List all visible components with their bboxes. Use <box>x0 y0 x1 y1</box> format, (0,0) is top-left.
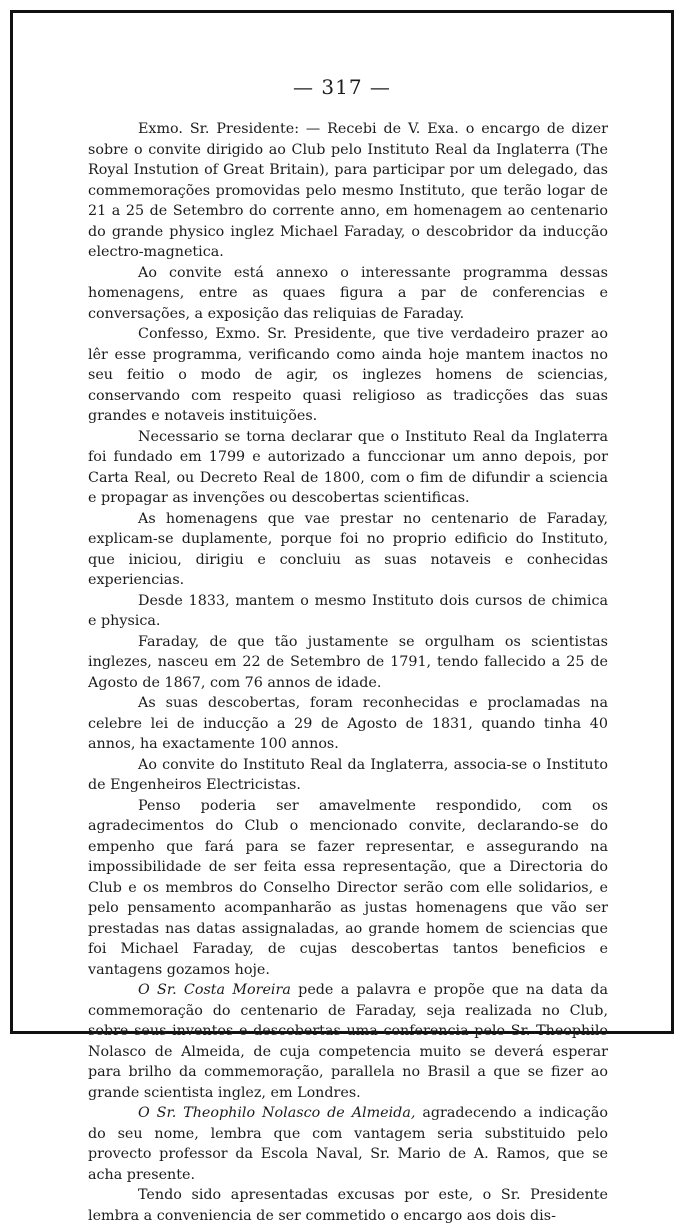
paragraph <box>88 755 608 796</box>
paragraph-text: Exmo. Sr. Presidente: — Recebi de V. Exa. o encargo de dizer sobre o convite dirigido ao Club pelo Instituto Real da Inglaterra (The Royal Instution of Great Britain), para participar por um delegado, das commemorações promovidas pelo mesmo Instituto, que terão logar de 21 a 25 de Setembro do corrente anno, em homenagem ao centenario do grande physico inglez Michael Faraday, o descobridor da inducção electro-magnetica. <box>88 121 608 260</box>
paragraph-text: Tendo sido apresentadas excusas por este, o Sr. Presidente lembra a conveniencia de ser commetido o encargo aos dois dis- <box>88 1187 608 1224</box>
paragraph <box>88 509 608 591</box>
page-number: — 317 — <box>293 75 391 99</box>
paragraph-text: Ao convite está annexo o interessante programma dessas homenagens, entre as quaes figura a par de conferencias e conversações, a exposição das reliquias de Faraday. <box>88 264 608 322</box>
paragraph <box>88 980 608 1103</box>
paragraph <box>88 796 608 981</box>
body-text <box>88 119 608 1226</box>
paragraph-text: As suas descobertas, foram reconhecidas e proclamadas na celebre lei de inducção a 29 de Agosto de 1831, quando tinha 40 annos, ha exactamente 100 annos. <box>88 695 608 752</box>
paragraph <box>88 1185 608 1226</box>
page-frame <box>10 10 674 1224</box>
paragraph <box>88 591 608 632</box>
paragraph <box>88 324 608 427</box>
paragraph <box>88 427 608 509</box>
paragraph-text: Penso poderia ser amavelmente respondido, com os agradecimentos do Club o mencionado convite, declarando-se do empenho que fará para se fazer representar, e assegurando na impossibilidade de ser feita essa representação, que a Directoria do Club e os membros do Conselho Director serão com elle solidarios, e pelo pensamento acompanharão as justas homenagens que vão ser prestadas nas datas assignaladas, ao grande homem de sciencias que foi Michael Faraday, de cujas descobertas tantos beneficios e vantagens gozamos hoje. <box>88 797 608 978</box>
paragraph <box>88 632 608 694</box>
paragraph-text: Confesso, Exmo. Sr. Presidente, que tive verdadeiro prazer ao lêr esse programma, verificando como ainda hoje mantem inactos no seu feitio o modo de agir, os inglezes homens de sciencias, conservando com respeito quasi religioso as tradicções das suas grandes e notaveis instituições. <box>88 326 608 424</box>
paragraph-text: Desde 1833, mantem o mesmo Instituto dois cursos de chimica e physica. <box>88 592 608 629</box>
paragraph <box>88 119 608 263</box>
paragraph-text: agradecendo a indicação do seu nome, lembra que com vantagem seria substituido pelo provecto professor da Escola Naval, Sr. Mario de A. Ramos, que se acha presente. <box>88 1105 608 1183</box>
paragraph <box>88 263 608 325</box>
paragraph-text: As homenagens que vae prestar no centenario de Faraday, explicam-se duplamente, porque foi no proprio edificio do Instituto, que iniciou, dirigiu e concluiu as suas notaveis e conhecidas experiencias. <box>88 510 608 588</box>
paragraph-text: pede a palavra e propõe que na data da commemoração do centenario de Faraday, seja realizada no Club, sobre seus inventos e descobertas uma conferencia pelo Sr. Theophilo Nolasco de Almeida, de cuja competencia muito se deverá esperar para brilho da commemoração, parallela no Brasil a que se fizer ao grande scientista inglez, em Londres. <box>88 982 608 1101</box>
speaker-name: O Sr. Costa Moreira <box>138 982 291 998</box>
paragraph <box>88 1103 608 1185</box>
paragraph-text: Faraday, de que tão justamente se orgulham os scientistas inglezes, nasceu em 22 de Setembro de 1791, tendo fallecido a 25 de Agosto de 1867, com 76 annos de idade. <box>88 633 608 691</box>
speaker-name: O Sr. Theophilo Nolasco de Almeida, <box>138 1105 416 1121</box>
paragraph <box>88 693 608 755</box>
paragraph-text: Necessario se torna declarar que o Instituto Real da Inglaterra foi fundado em 1799 e autorizado a funccionar um anno depois, por Carta Real, ou Decreto Real de 1800, com o fim de difundir a sciencia e propagar as invenções ou descobertas scientificas. <box>88 428 608 506</box>
paragraph-text: Ao convite do Instituto Real da Inglaterra, associa-se o Instituto de Engenheiros Electricistas. <box>88 756 608 793</box>
